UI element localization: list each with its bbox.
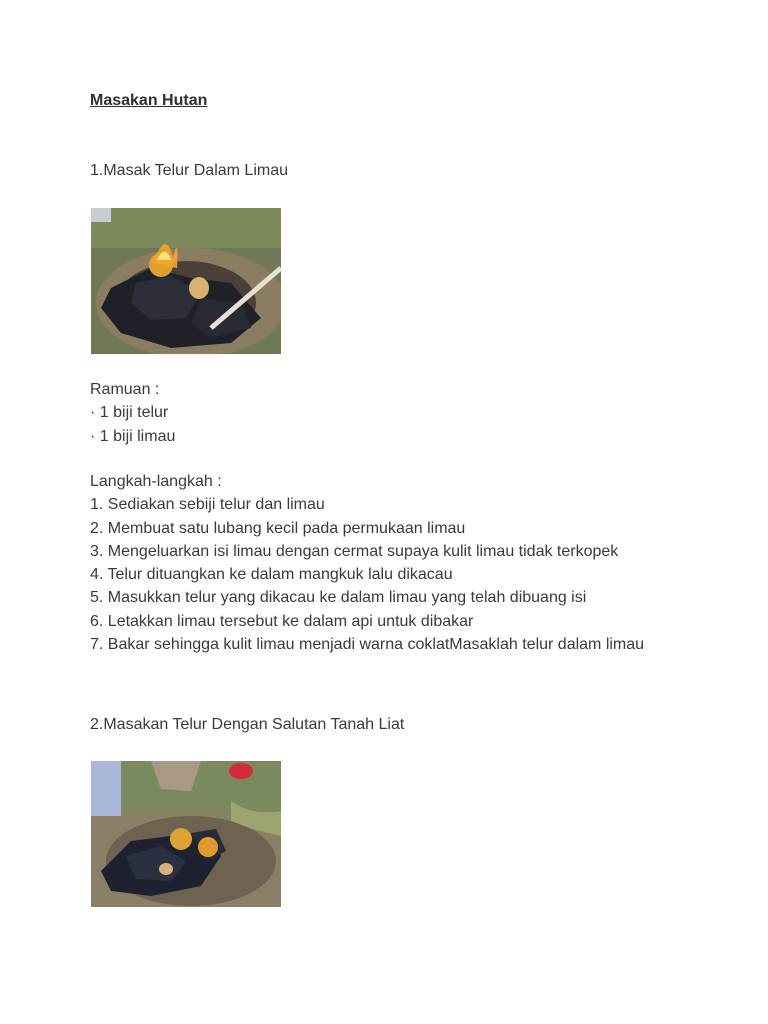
steps-list	[90, 493, 644, 656]
list-item: 2. Membuat satu lubang kecil pada permukaan limau	[90, 519, 466, 537]
list-item: · 1 biji limau	[90, 427, 176, 445]
list-item: · 1 biji telur	[90, 404, 169, 422]
ingredients-label: Ramuan :	[90, 381, 160, 398]
list-item: 4. Telur dituangkan ke dalam mangkuk lalu dikacau	[90, 566, 453, 584]
ingredients-block	[90, 378, 175, 448]
section-heading-2: 2.Masakan Telur Dengan Salutan Tanah Liat	[90, 716, 405, 733]
steps-label: Langkah-langkah :	[90, 473, 222, 490]
ingredients-list	[90, 401, 175, 448]
steps-block	[90, 470, 644, 656]
list-item: 7. Bakar sehingga kulit limau menjadi warna coklatMasaklah telur dalam limau	[90, 636, 645, 654]
list-item: 3. Mengeluarkan isi limau dengan cermat supaya kulit limau tidak terkopek	[90, 542, 619, 560]
list-item: 1. Sediakan sebiji telur dan limau	[90, 496, 325, 514]
photo-egg-in-lime-fire	[91, 208, 281, 354]
section-heading-1: 1.Masak Telur Dalam Limau	[90, 162, 289, 179]
photo-egg-clay-fire	[91, 761, 281, 907]
list-item: 5. Masukkan telur yang dikacau ke dalam limau yang telah dibuang isi	[90, 589, 587, 607]
document-title: Masakan Hutan	[90, 92, 208, 109]
list-item: 6. Letakkan limau tersebut ke dalam api untuk dibakar	[90, 612, 474, 630]
